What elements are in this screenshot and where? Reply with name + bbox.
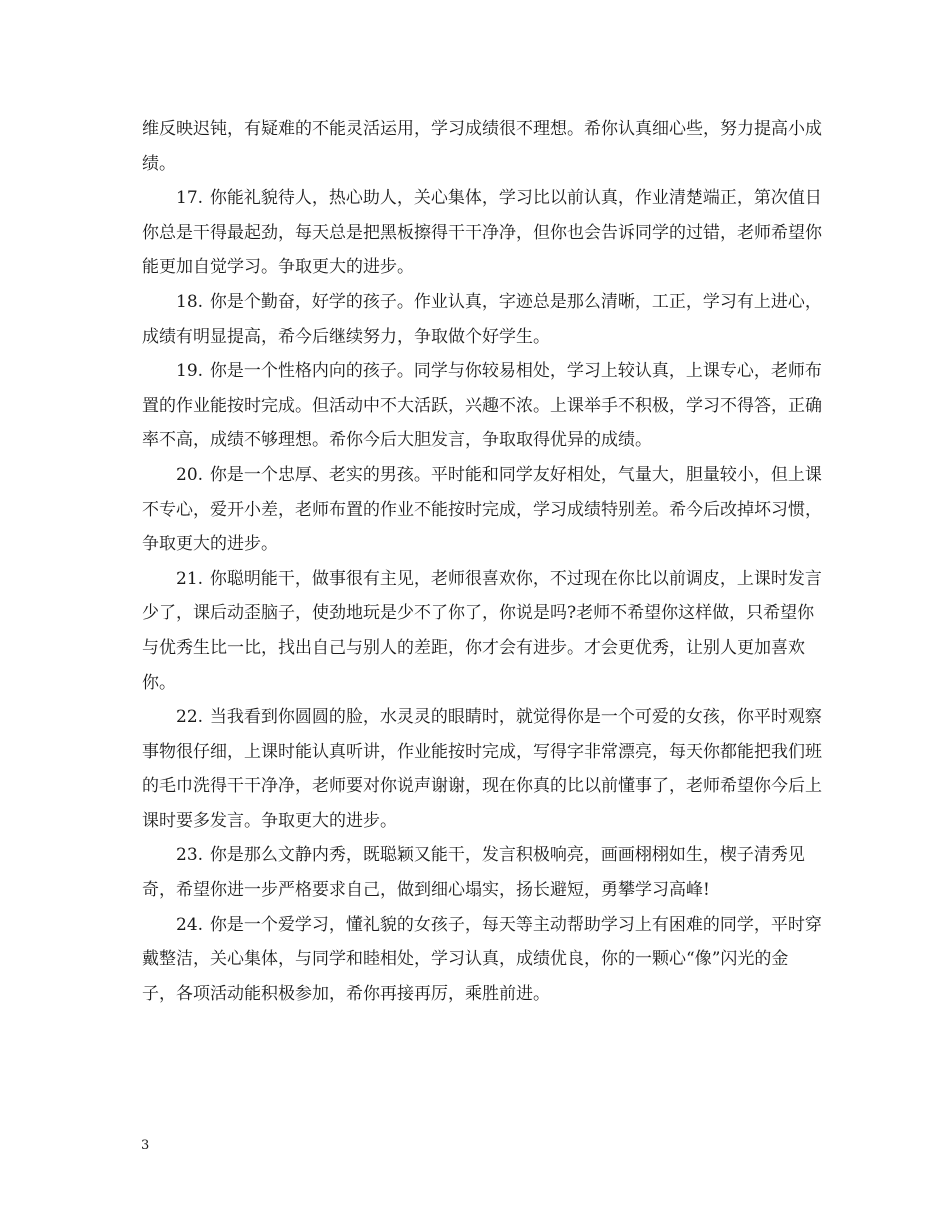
paragraph-19 — [142, 354, 822, 458]
paragraph-number: 23. — [176, 845, 204, 866]
paragraph-20 — [142, 458, 822, 562]
paragraph-number: 18. — [176, 291, 204, 312]
paragraph-23 — [142, 838, 822, 907]
paragraph-18 — [142, 285, 822, 354]
paragraph-number: 20. — [176, 464, 204, 485]
paragraph-21 — [142, 562, 822, 700]
paragraph-text: 你是一个忠厚、老实的男孩。平时能和同学友好相处，气量大，胆量较小，但上课不专心，爱开小差，老师布置的作业不能按时完成，学习成绩特别差。希今后改掉坏习惯，争取更大的进步。 — [142, 464, 822, 555]
paragraph-22 — [142, 700, 822, 838]
paragraph-number: 21. — [176, 568, 204, 589]
paragraph-continuation — [142, 112, 822, 181]
paragraph-number: 17. — [176, 188, 204, 209]
paragraph-text: 你聪明能干，做事很有主见，老师很喜欢你，不过现在你比以前调皮，上课时发言少了，课后动歪脑子，使劲地玩是少不了你了，你说是吗?老师不希望你这样做，只希望你与优秀生比一比，找出自己与别人的差距，你才会有进步。才会更优秀，让别人更加喜欢你。 — [142, 568, 822, 693]
paragraph-text: 你是个勤奋，好学的孩子。作业认真，字迹总是那么清晰，工正，学习有上进心，成绩有明显提高，希今后继续努力，争取做个好学生。 — [142, 291, 822, 347]
paragraph-number: 19. — [176, 361, 204, 382]
paragraph-text: 你是一个爱学习，懂礼貌的女孩子，每天等主动帮助学习上有困难的同学，平时穿戴整洁，关心集体，与同学和睦相处，学习认真，成绩优良，你的一颗心“像”闪光的金子，各项活动能积极参加，希你再接再厉，乘胜前进。 — [142, 914, 822, 1004]
paragraph-17 — [142, 181, 822, 285]
paragraph-text: 你是一个性格内向的孩子。同学与你较易相处，学习上较认真，上课专心，老师布置的作业能按时完成。但活动中不大活跃，兴趣不浓。上课举手不积极，学习不得答，正确率不高，成绩不够理想。希你今后大胆发言，争取取得优异的成绩。 — [142, 361, 822, 451]
paragraph-number: 22. — [176, 707, 204, 728]
document-body — [142, 112, 822, 1011]
page-number: 3 — [141, 1138, 150, 1153]
paragraph-text: 当我看到你圆圆的脸，水灵灵的眼睛时，就觉得你是一个可爱的女孩，你平时观察事物很仔细，上课时能认真听讲，作业能按时完成，写得字非常漂亮，每天你都能把我们班的毛巾洗得干干净净，老师要对你说声谢谢，现在你真的比以前懂事了，老师希望你今后上课时要多发言。争取更大的进步。 — [142, 707, 822, 831]
paragraph-text: 维反映迟钝，有疑难的不能灵活运用，学习成绩很不理想。希你认真细心些，努力提高小成绩。 — [142, 119, 822, 174]
paragraph-number: 24. — [176, 914, 204, 935]
paragraph-text: 你是那么文静内秀，既聪颖又能干，发言积极响亮，画画栩栩如生，楔子清秀见奇，希望你进一步严格要求自己，做到细心塌实，扬长避短，勇攀学习高峰! — [142, 845, 805, 901]
paragraph-24 — [142, 908, 822, 1012]
paragraph-text: 你能礼貌待人，热心助人，关心集体，学习比以前认真，作业清楚端正，第次值日你总是干得最起劲，每天总是把黑板擦得干干净净，但你也会告诉同学的过错，老师希望你能更加自觉学习。争取更大的进步。 — [142, 188, 822, 278]
